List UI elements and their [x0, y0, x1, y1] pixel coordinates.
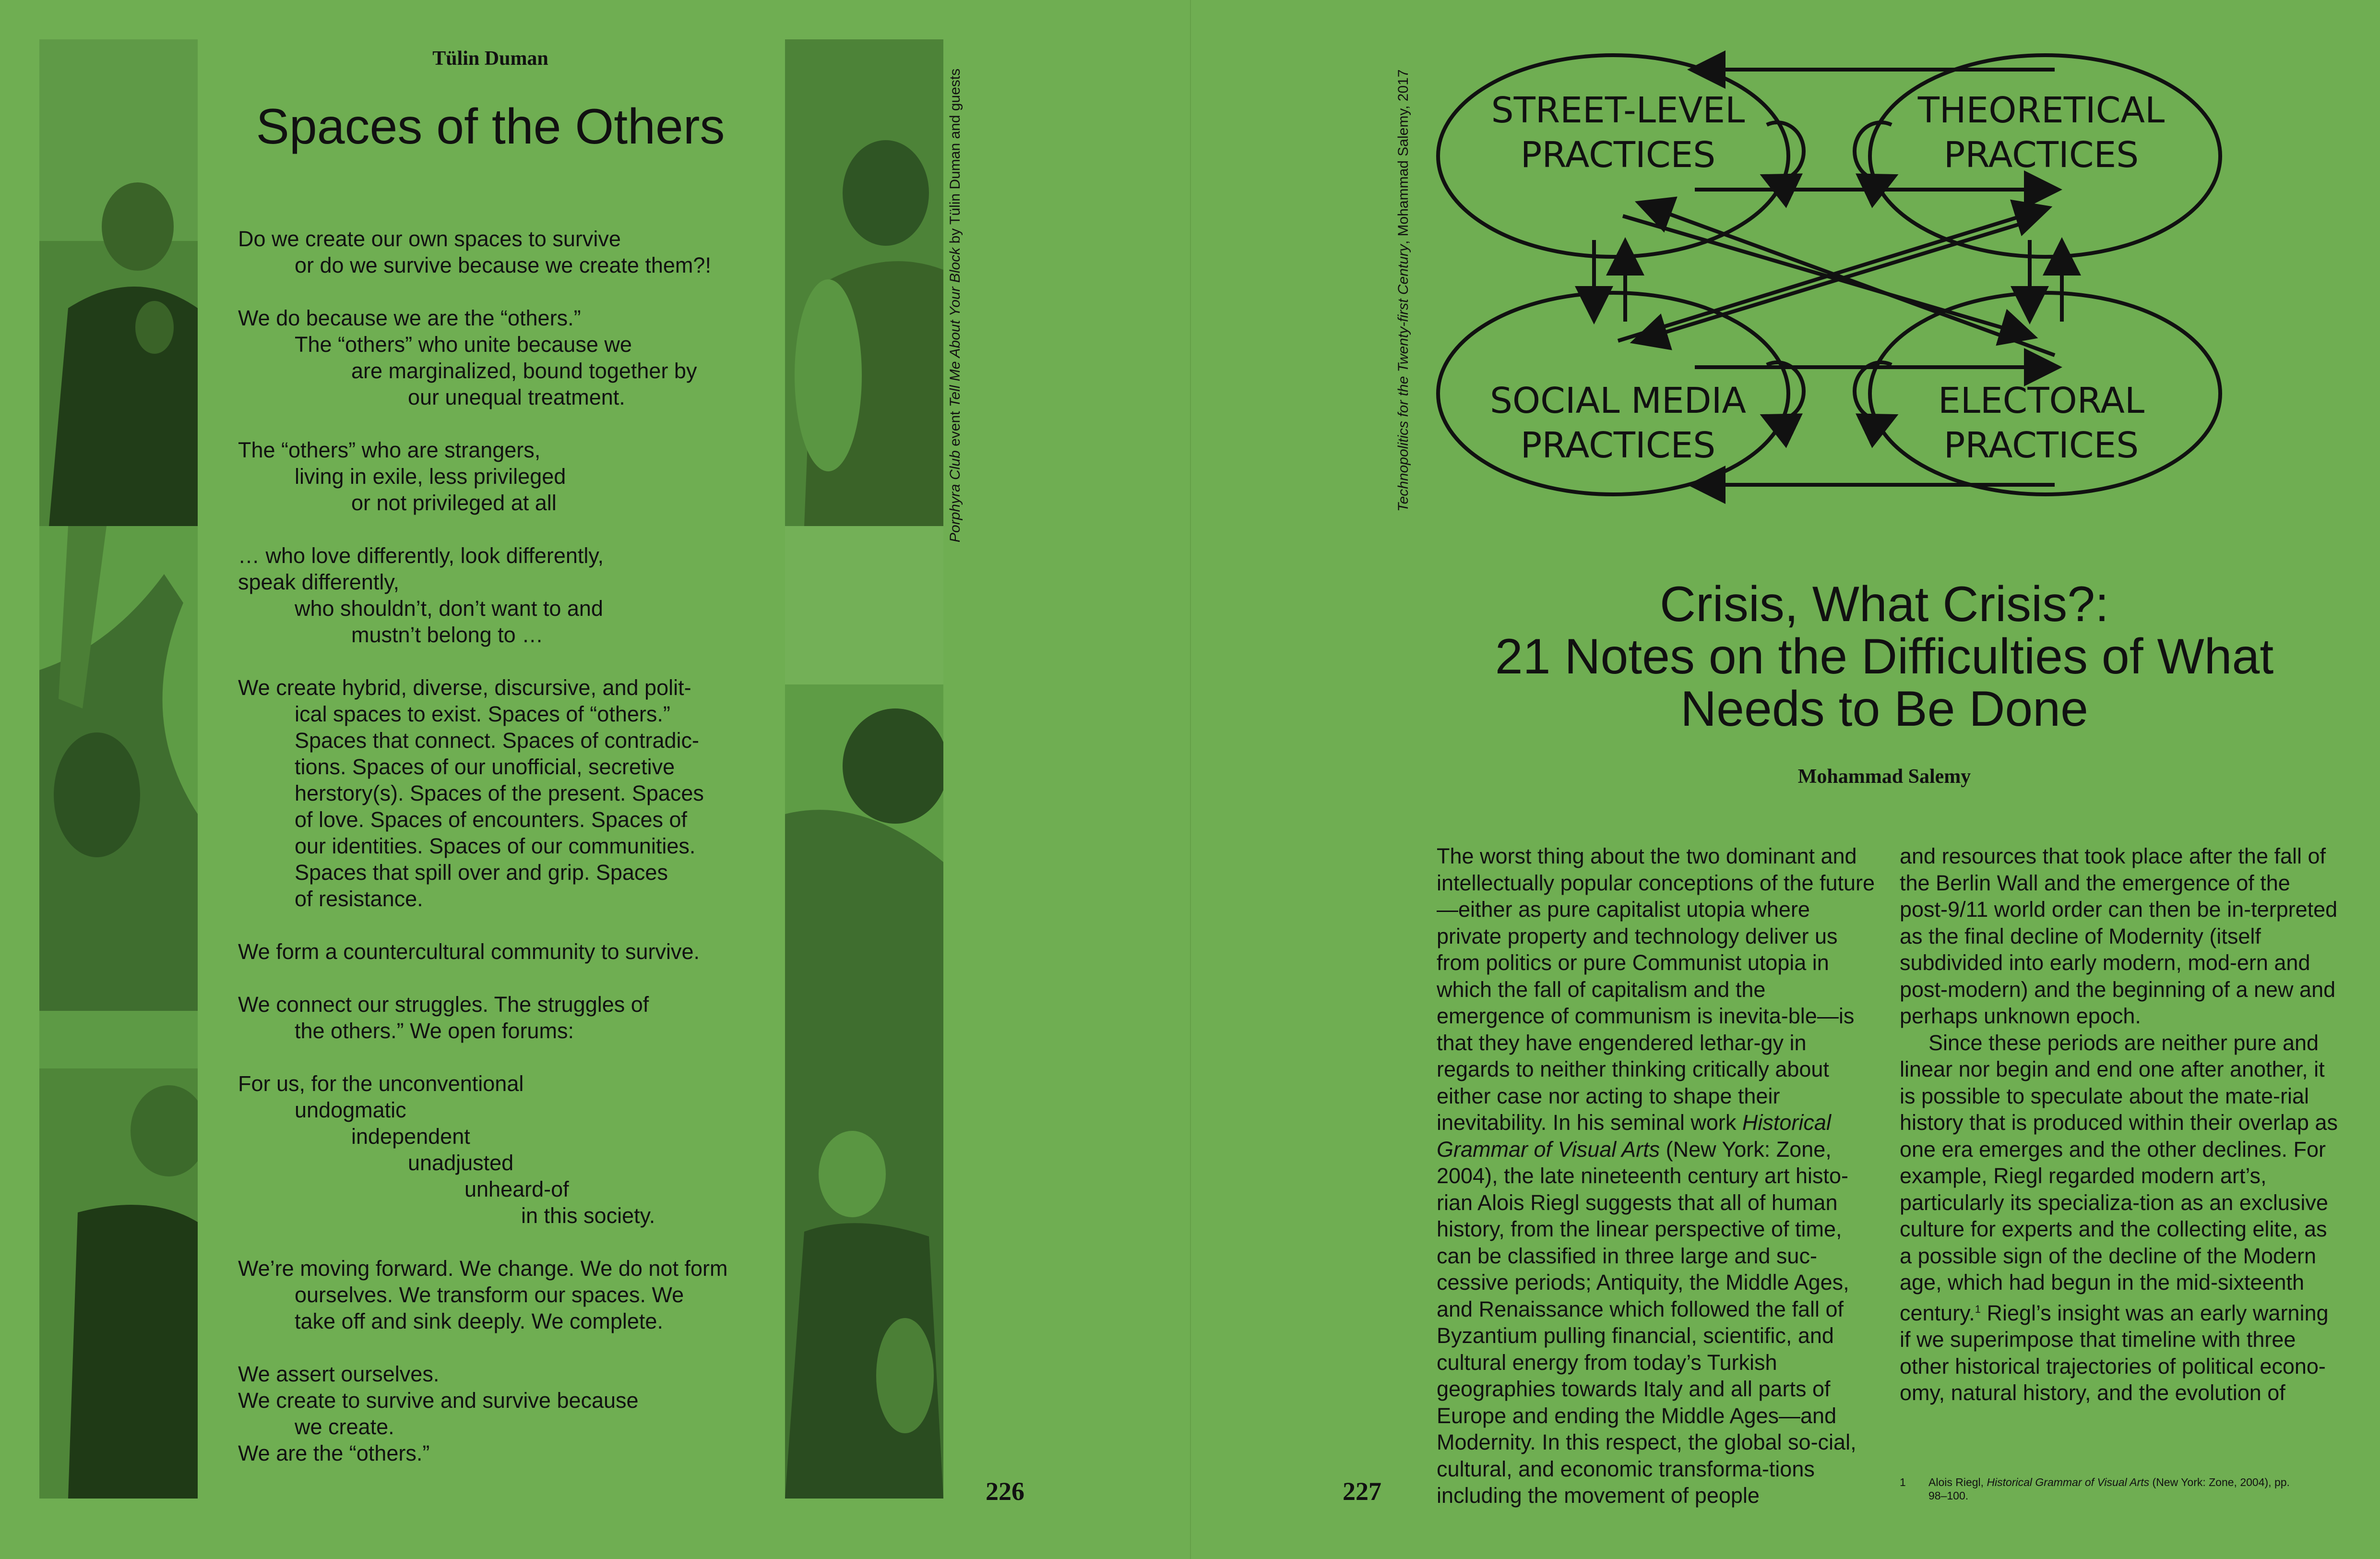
photo-caption	[947, 69, 964, 542]
author-name: Tülin Duman	[432, 48, 548, 70]
poem-line: tions. Spaces of our unofficial, secretive	[295, 755, 675, 779]
figure-caption-title: Technopolitics for the Twenty-first Century	[1395, 244, 1411, 512]
footnote-number: 1	[1900, 1476, 1906, 1488]
figure-caption-credit: , Mohammad Salemy, 2017	[1395, 69, 1411, 245]
poem-line: The “others” who unite because we	[295, 332, 632, 357]
page-number: 226	[986, 1477, 1024, 1506]
poem-line: or not privileged at all	[351, 491, 557, 515]
label-theoretical-1: THEORETICAL	[1917, 90, 2165, 131]
poem-line: living in exile, less privileged	[295, 464, 566, 489]
poem-line: speak differently,	[238, 570, 400, 594]
label-social-media-2: PRACTICES	[1520, 425, 1716, 466]
paragraph: and resources that took place after the fall of the Berlin Wall and the emergence of the post-9/11 world order can then be in-terpreted as the final decline of Modernity (itself subdivided into early modern, mod-ern and post-modern) and the beginning of a new and perhaps unknown epoch.	[1900, 844, 2338, 1028]
article-author: Mohammad Salemy	[1797, 766, 1971, 788]
stanza	[238, 674, 780, 912]
poem-line: who shouldn’t, don’t want to and	[295, 596, 603, 621]
photo-woman-smiling	[785, 1011, 943, 1499]
title-line: Needs to Be Done	[1680, 681, 2088, 737]
photo-crowd-bending	[785, 526, 943, 1011]
title-line: 21 Notes on the Difficulties of What	[1495, 629, 2274, 685]
poem-line: in this society.	[521, 1203, 655, 1228]
poem-line: undogmatic	[295, 1098, 406, 1122]
page-number: 227	[1343, 1477, 1381, 1506]
photo-dancers	[785, 39, 943, 526]
poem	[238, 226, 780, 1493]
footnote-ref: 1	[1975, 1303, 1981, 1315]
poem-line: We assert ourselves.	[238, 1362, 440, 1386]
figure-caption	[1395, 69, 1412, 512]
poem-line: of love. Spaces of encounters. Spaces of	[295, 807, 687, 832]
poem-line: we create.	[295, 1415, 394, 1439]
caption-credit: by Tülin Duman and guests	[947, 68, 963, 248]
caption-event: Tell Me About Your Block	[947, 247, 963, 408]
poem-line: our unequal treatment.	[408, 385, 625, 409]
paragraph	[1900, 1030, 2339, 1406]
poem-line: Do we create our own spaces to survive	[238, 227, 621, 251]
book-title: Historical Grammar of Visual Arts	[1437, 1110, 1831, 1162]
poem-line: We connect our struggles. The struggles of	[238, 992, 649, 1017]
photo-crowd-arms	[39, 526, 198, 1011]
poem-line: unadjusted	[408, 1151, 514, 1175]
poem-line: of resistance.	[295, 887, 423, 911]
body-text: Riegl’s insight was an early warning if we superimpose that timeline with three other historical trajectories of political econo-omy, natural history, and the evolution of	[1900, 1300, 2329, 1405]
label-street-level-1: STREET-LEVEL	[1491, 90, 1745, 131]
poem-line: are marginalized, bound together by	[351, 359, 697, 383]
poem-line: the others.” We open forums:	[295, 1019, 574, 1043]
poem-line: take off and sink deeply. We complete.	[295, 1309, 663, 1333]
body-text: Since these periods are neither pure and linear nor begin and end one after another, it is possible to speculate about the mate-rial history that is produced within their overlap as one era emerges and the other declines. For example, Riegl regarded modern art’s, particularly its specializa-tion as an exclusive culture for experts and the collecting elite, as a possible sign of the decline of the Modern age, which had begun in the mid-sixteenth century.	[1900, 1030, 2338, 1325]
stanza	[238, 542, 780, 648]
stanza	[238, 226, 780, 278]
stanza	[238, 938, 780, 965]
poem-line: We do because we are the “others.”	[238, 306, 581, 330]
caption-text: event	[947, 407, 963, 451]
footnote-text	[1900, 1475, 2293, 1502]
poem-line: mustn’t belong to …	[351, 623, 544, 647]
practices-diagram	[1436, 34, 2223, 514]
poem-line: We form a countercultural community to survive.	[238, 939, 700, 964]
poem-line: For us, for the unconventional	[238, 1071, 524, 1096]
photo-strip-right	[785, 39, 943, 1499]
photo-man-laughing	[39, 1011, 198, 1499]
article-title	[1407, 578, 2362, 736]
poem-line: herstory(s). Spaces of the present. Spaces	[295, 781, 704, 805]
label-social-media-1: SOCIAL MEDIA	[1489, 380, 1747, 421]
body-text: (New York: Zone, 2004), the late nineteenth century art histo-rian Alois Riegl suggests that all of human history, from the linear perspective of time, can be classified in three large and suc-cessive periods; Antiquity, the Middle Ages, and Renaissance which followed the fall of Byzantium pulling financial, scientific, and cultural energy from today’s Turkish geographies towards Italy and all parts of Europe and ending the Middle Ages—and Modernity. In this respect, the global so-cial, cultural, and economic transforma-tions including the movement of people	[1437, 1137, 1856, 1508]
page-title: Spaces of the Others	[256, 99, 725, 155]
label-electoral-1: ELECTORAL	[1938, 380, 2145, 421]
stanza	[238, 1255, 780, 1334]
poem-line: Spaces that connect. Spaces of contradic-	[295, 728, 699, 753]
poem-line: … who love differently, look differently,	[238, 543, 604, 568]
label-theoretical-2: PRACTICES	[1943, 134, 2139, 176]
text-column-1	[1437, 843, 1876, 1509]
footnote-details: (New York: Zone, 2004), pp. 98–100.	[1928, 1476, 2290, 1502]
stanza	[238, 1070, 780, 1229]
body-text: The worst thing about the two dominant and intellectually popular conceptions of the future—either as pure capitalist utopia where private property and technology deliver us from politics or pure Communist utopia in which the fall of capitalism and the emergence of communism is inevita-ble—is that they have engendered lethar-gy in regards to neither thinking critically about either case nor acting to shape their inevitability. In his seminal work	[1437, 844, 1875, 1135]
label-electoral-2: PRACTICES	[1943, 425, 2139, 466]
stanza	[238, 437, 780, 516]
label-street-level-2: PRACTICES	[1520, 134, 1716, 176]
poem-line: our identities. Spaces of our communities.	[295, 834, 696, 858]
poem-line: The “others” who are strangers,	[238, 438, 541, 462]
title-line: Crisis, What Crisis?:	[1659, 576, 2109, 632]
poem-line: ical spaces to exist. Spaces of “others.”	[295, 702, 670, 726]
poem-line: ourselves. We transform our spaces. We	[295, 1283, 684, 1307]
poem-line: Spaces that spill over and grip. Spaces	[295, 860, 668, 885]
footnote-author: Alois Riegl,	[1928, 1476, 1987, 1488]
text-column-2	[1900, 843, 2339, 1406]
right-page	[1190, 0, 2380, 1559]
poem-line: unheard-of	[464, 1177, 569, 1201]
footnote-book: Historical Grammar of Visual Arts	[1987, 1476, 2150, 1488]
photo-strip-left	[39, 39, 198, 1499]
poem-line: We create hybrid, diverse, discursive, and polit-	[238, 675, 691, 700]
stanza	[238, 991, 780, 1044]
poem-line: We create to survive and survive because	[238, 1388, 639, 1413]
footnote	[1900, 1475, 2293, 1502]
poem-line: We’re moving forward. We change. We do not form	[238, 1256, 728, 1281]
stanza	[238, 305, 780, 410]
caption-club: Porphyra Club	[947, 450, 963, 542]
poem-line: independent	[351, 1124, 470, 1149]
poem-line: We are the “others.”	[238, 1441, 430, 1465]
photo-man-dancing	[39, 39, 198, 526]
stanza	[238, 1361, 780, 1466]
poem-line: or do we survive because we create them?!	[295, 253, 711, 277]
